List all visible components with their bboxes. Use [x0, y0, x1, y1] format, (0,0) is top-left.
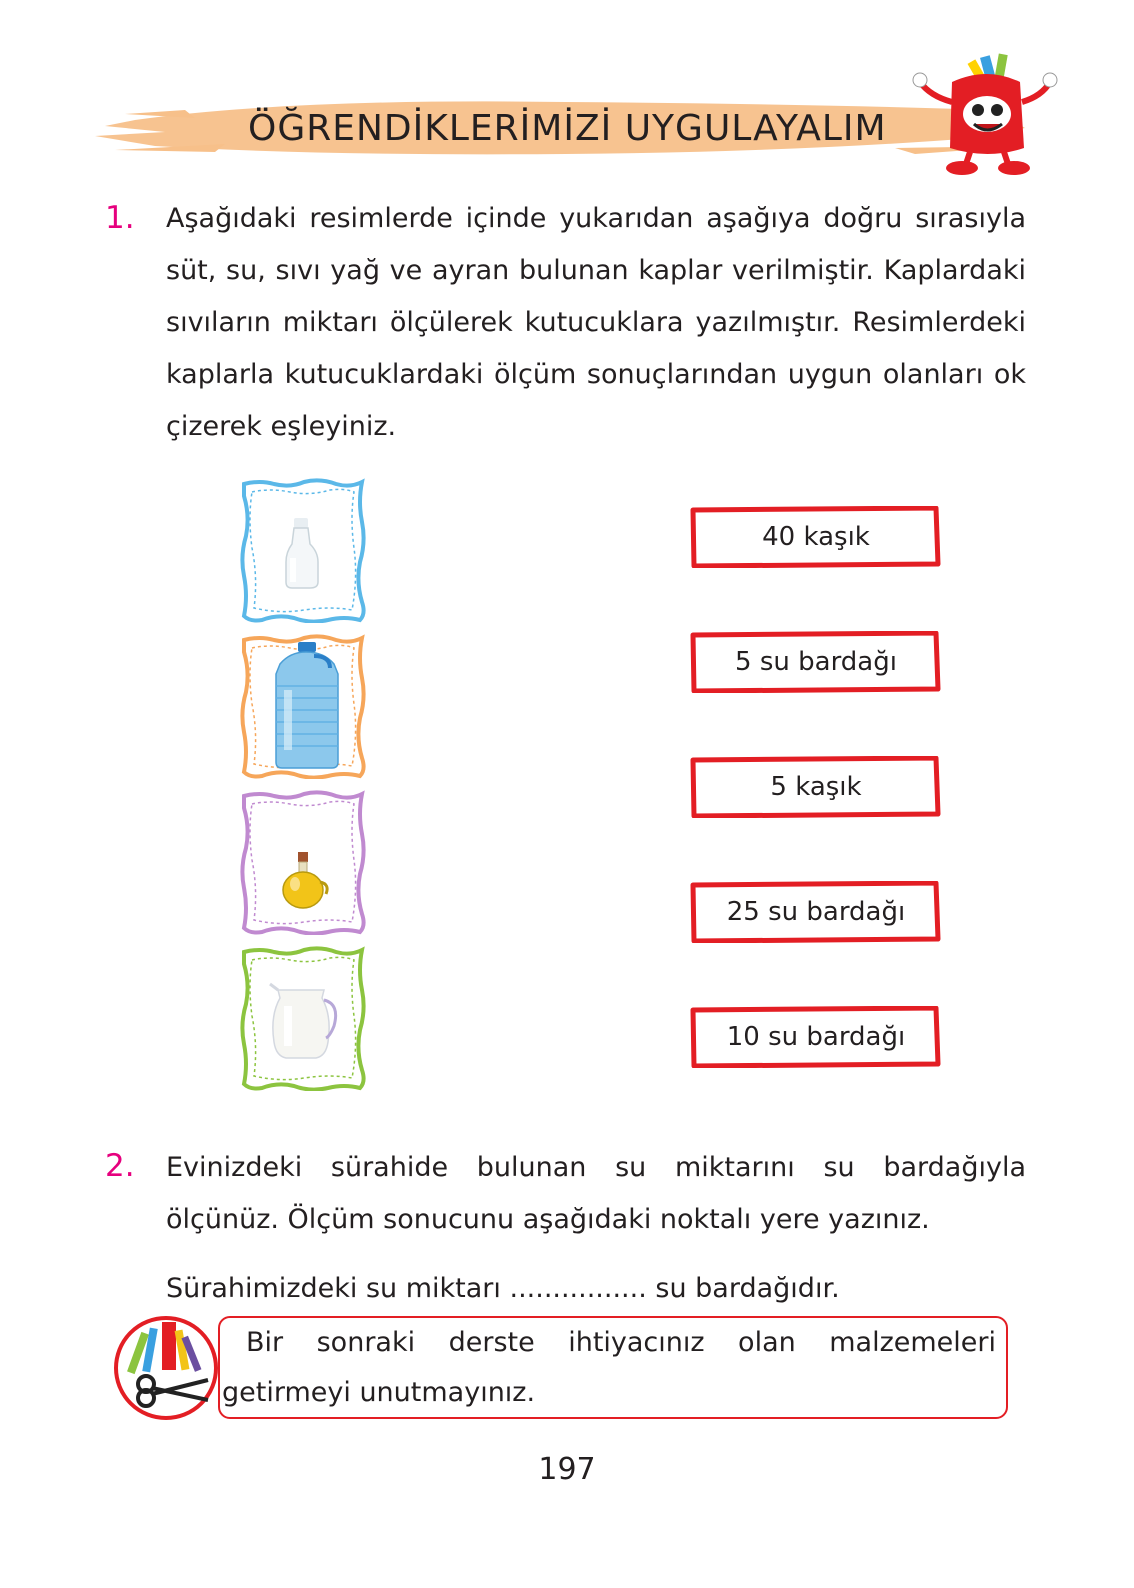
- reminder-line-1: Bir sonraki derste ihtiyacınız olan malzemeleri: [246, 1327, 996, 1358]
- page-title: ÖĞRENDİKLERİMİZİ UYGULAYALIM: [248, 108, 887, 149]
- reminder-text: [222, 1318, 996, 1418]
- fill-suffix: su bardağıdır.: [655, 1273, 840, 1304]
- answer-text: 40 kaşık: [762, 522, 870, 552]
- page-number: 197: [538, 1452, 596, 1487]
- picture-frame-water: [240, 634, 366, 779]
- question-2-text: Evinizdeki sürahide bulunan su miktarını su bardağıyla ölçünüz. Ölçüm sonucunu aşağıdaki noktalı yere yazınız.: [166, 1152, 1026, 1235]
- answer-box-5: [690, 1006, 942, 1068]
- reminder-line-2: getirmeyi unutmayınız.: [222, 1377, 536, 1408]
- backpack-mascot-icon: [912, 52, 1062, 177]
- answer-box-2: [690, 631, 942, 693]
- picture-frame-ayran: [240, 946, 366, 1091]
- milk-bottle-icon: [240, 478, 366, 623]
- fill-blank[interactable]: ................: [509, 1273, 647, 1304]
- answer-box-1: [690, 506, 942, 568]
- question-1-number: 1.: [105, 200, 135, 236]
- fill-in-sentence: [166, 1263, 840, 1315]
- fill-prefix: Sürahimizdeki su miktarı: [166, 1273, 501, 1304]
- answer-text: 10 su bardağı: [726, 1022, 906, 1052]
- answer-text: 5 su bardağı: [735, 647, 897, 677]
- answer-box-3: [690, 756, 942, 818]
- answer-box-4: [690, 881, 942, 943]
- question-1-text: Aşağıdaki resimlerde içinde yukarıdan aşağıya doğru sırasıyla süt, su, sıvı yağ ve ayran bulunan kaplar verilmiştir. Kaplardaki sıvıların miktarı ölçülerek kutucuklara yazılmıştır. Resimlerdeki kaplarla kutucuklardaki ölçüm sonuçlarından uygun olanları ok çizerek eşleyiniz.: [166, 203, 1026, 442]
- picture-frame-milk: [240, 478, 366, 623]
- answer-text: 5 kaşık: [770, 772, 862, 802]
- school-supplies-icon: [112, 1314, 220, 1422]
- water-jug-icon: [240, 634, 366, 779]
- question-2-number: 2.: [105, 1148, 135, 1184]
- picture-frame-oil: [240, 790, 366, 935]
- ayran-pitcher-icon: [240, 946, 366, 1091]
- oil-bottle-icon: [240, 790, 366, 935]
- answer-text: 25 su bardağı: [726, 897, 906, 927]
